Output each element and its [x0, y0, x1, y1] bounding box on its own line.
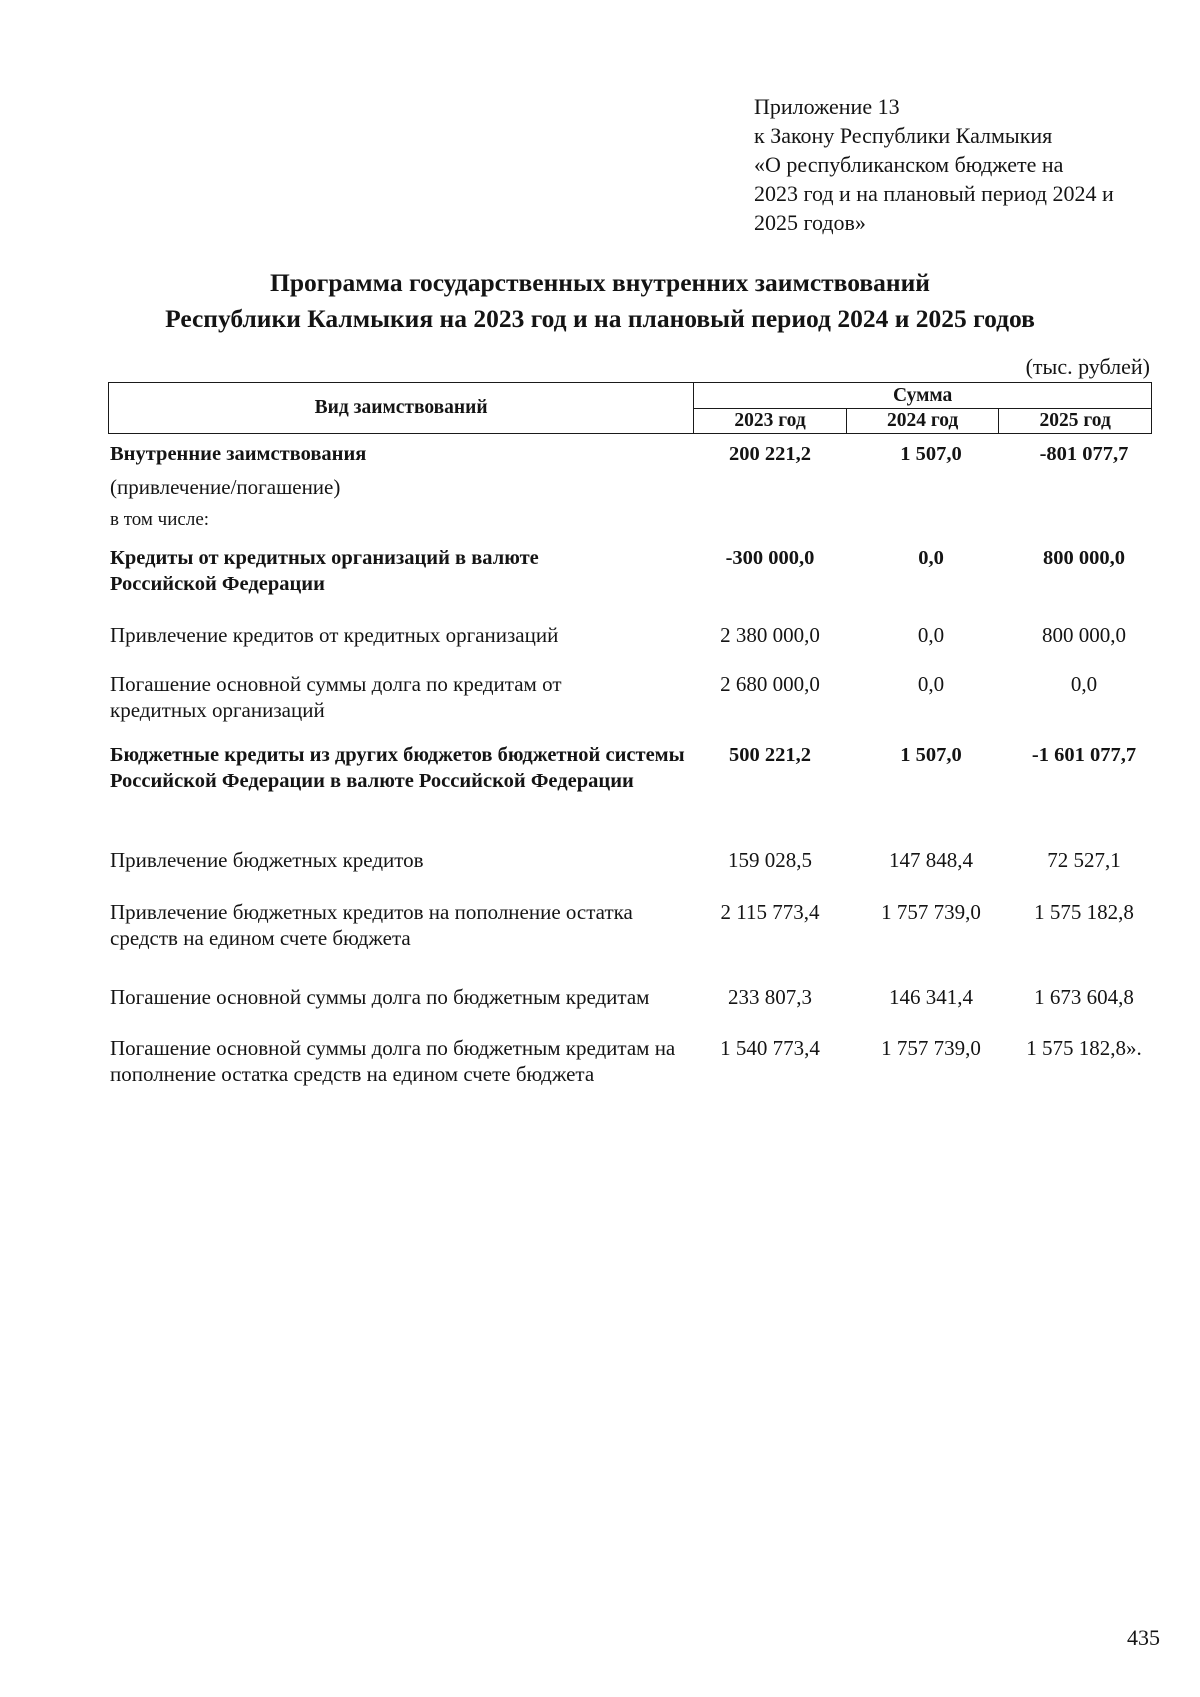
value-2025: 0,0: [1070, 672, 1098, 696]
value-2025: -1 601 077,7: [1031, 744, 1137, 766]
header-year-2025: 2025 год: [999, 409, 1152, 434]
value-2024: 1 507,0: [900, 443, 962, 465]
title-line-1: Программа государственных внутренних заимствований: [270, 268, 930, 297]
row-label: Погашение основной суммы долга по бюджетным кредитам на пополнение остатка средств на едином счете бюджета: [110, 1036, 676, 1086]
row-label: Привлечение бюджетных кредитов: [110, 848, 424, 872]
value-2024: 0,0: [917, 623, 945, 647]
value-2024: 146 341,4: [889, 985, 973, 1009]
annex-line: 2025 годов»: [754, 210, 866, 235]
row-label: в том числе:: [110, 509, 210, 530]
row-label: Внутренние заимствования: [110, 443, 367, 465]
value-2023: -300 000,0: [725, 547, 815, 569]
page-title: [0, 265, 1200, 337]
value-2024: 1 757 739,0: [881, 900, 981, 924]
annex-reference: [754, 92, 1174, 237]
header-kind: Вид заимствований: [109, 383, 694, 434]
value-2023: 1 540 773,4: [720, 1036, 820, 1060]
value-2025: -801 077,7: [1039, 443, 1129, 465]
table-header: [108, 382, 1152, 434]
value-2024: 0,0: [918, 547, 944, 569]
value-2024: 1 757 739,0: [881, 1036, 981, 1060]
value-2025: 1 673 604,8: [1034, 985, 1134, 1009]
header-sum: Сумма: [694, 383, 1152, 409]
value-2023: 500 221,2: [729, 744, 811, 766]
value-2025: 1 575 182,8: [1034, 900, 1134, 924]
row-label: (привлечение/погашение): [110, 475, 341, 499]
row-label: Погашение основной суммы долга по кредитам от кредитных организаций: [110, 672, 562, 722]
units-note: (тыс. рублей): [1025, 354, 1150, 379]
page-number: 435: [1127, 1625, 1160, 1650]
value-2023: 159 028,5: [728, 848, 812, 872]
row-label: Погашение основной суммы долга по бюджетным кредитам: [110, 985, 650, 1009]
value-2025: 800 000,0: [1042, 623, 1126, 647]
value-2023: 2 380 000,0: [720, 623, 820, 647]
row-label: Кредиты от кредитных организаций в валюте Российской Федерации: [110, 547, 539, 595]
annex-line: «О республиканском бюджете на: [754, 152, 1064, 177]
value-2023: 233 807,3: [728, 985, 812, 1009]
value-2023: 2 115 773,4: [720, 900, 820, 924]
value-2023: 200 221,2: [729, 443, 811, 465]
annex-line: к Закону Республики Калмыкия: [754, 123, 1053, 148]
value-2025: 1 575 182,8».: [1026, 1036, 1142, 1060]
value-2025: 72 527,1: [1047, 848, 1121, 872]
annex-line: Приложение 13: [754, 94, 900, 119]
header-year-2024: 2024 год: [846, 409, 999, 434]
title-line-2: Республики Калмыкия на 2023 год и на плановый период 2024 и 2025 годов: [165, 304, 1035, 333]
row-label: Привлечение кредитов от кредитных организаций: [110, 623, 559, 647]
header-year-2023: 2023 год: [694, 409, 847, 434]
value-2024: 1 507,0: [900, 744, 962, 766]
row-label: Привлечение бюджетных кредитов на пополнение остатка средств на едином счете бюджета: [110, 900, 633, 950]
value-2024: 0,0: [917, 672, 945, 696]
annex-line: 2023 год и на плановый период 2024 и: [754, 181, 1114, 206]
value-2023: 2 680 000,0: [720, 672, 820, 696]
value-2024: 147 848,4: [889, 848, 973, 872]
row-label: Бюджетные кредиты из других бюджетов бюджетной системы Российской Федерации в валюте Российской Федерации: [110, 744, 685, 792]
value-2025: 800 000,0: [1043, 547, 1125, 569]
